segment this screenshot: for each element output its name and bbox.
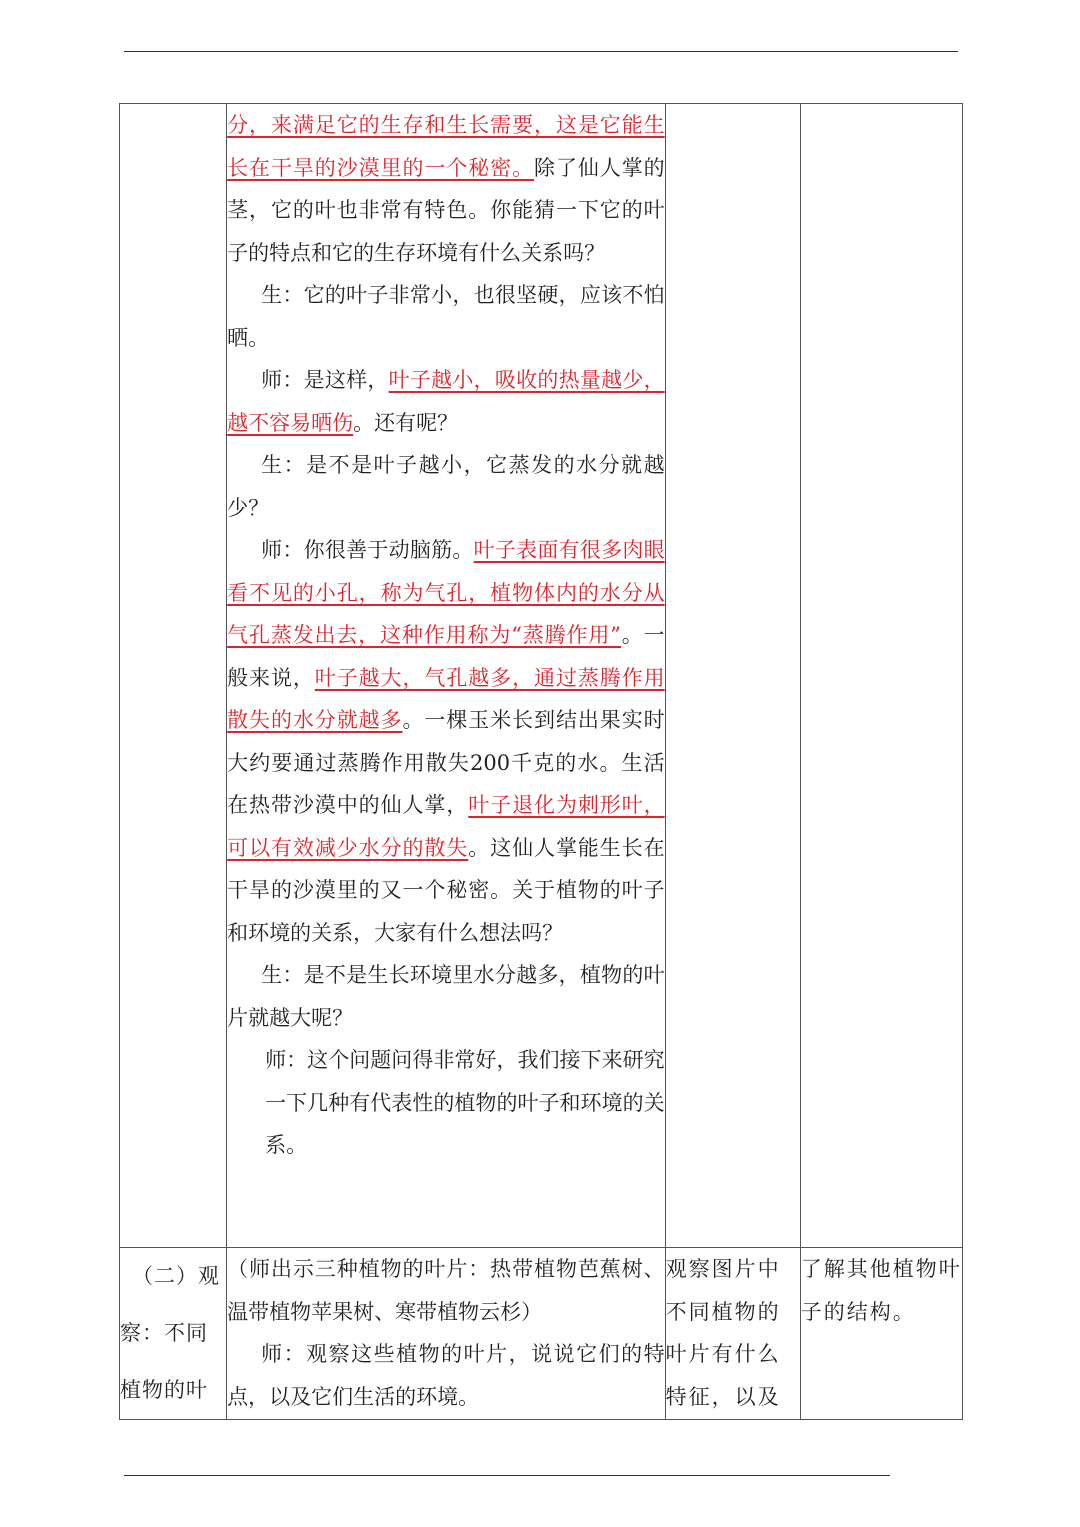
stage-cell [120, 104, 227, 1248]
text-segment: （师出示三种植物的叶片：热带植物芭蕉树、温带植物苹果树、寒带植物云杉） [227, 1257, 665, 1324]
text-segment: 生：是不是生长环境里水分越多，植物的叶片就越大呢？ [227, 963, 665, 1030]
stage-line: 察：不同 [120, 1321, 208, 1345]
student-activity-cell [665, 104, 800, 1248]
teaching-process-cell [227, 1248, 666, 1420]
paragraph [227, 444, 665, 529]
teaching-process-cell [227, 104, 666, 1248]
table-row [120, 1248, 963, 1420]
text-segment: 。一棵玉米长到结出果实时大约要通过蒸腾作用散失200千克的水。生活在热带沙漠中的仙人掌， [227, 708, 665, 817]
text-segment: 生：是不是叶子越小，它蒸发的水分就越少？ [227, 453, 665, 520]
paragraph [227, 104, 665, 274]
design-intent-cell: 了解其他植物叶子的结构。 [800, 1248, 962, 1420]
paragraph [227, 954, 665, 1039]
text-segment: 师：观察这些植物的叶片，说说它们的特点，以及它们生活的环境。 [227, 1342, 665, 1409]
text-segment: 师：这个问题问得非常好，我们接下来研究一下几种有代表性的植物的叶子和环境的关系。 [265, 1048, 665, 1157]
text-segment: 师：是这样， [261, 368, 389, 392]
text-segment: 。这仙人掌能生长在干旱的沙漠里的又一个秘密。关于植物的叶子和环境的关系，大家有什么想法吗？ [227, 835, 665, 945]
paragraph [227, 529, 665, 954]
table-row [120, 104, 963, 1248]
highlighted-text: 叶子越小，吸收的热量越少，越不容易晒伤 [227, 368, 665, 435]
highlighted-text: 分，来满足它的生存和生长需要，这是它能生长在干旱的沙漠里的一个秘密。 [227, 113, 665, 180]
highlighted-text: 叶子越大，气孔越多，通过蒸腾作用散失的水分就越多 [227, 665, 665, 732]
highlighted-text: 叶子表面有很多肉眼看不见的小孔，称为气孔，植物体内的水分从气孔蒸发出去，这种作用称为“蒸腾作用” [227, 538, 665, 647]
stage-cell [120, 1248, 227, 1420]
text-segment: 师：你很善于动脑筋。 [261, 538, 474, 562]
header-rule [124, 51, 958, 52]
lesson-table [119, 103, 963, 1420]
stage-line: 植物的叶 [120, 1378, 208, 1402]
text-segment: 。还有呢？ [353, 410, 459, 435]
highlighted-text: 叶子退化为刺形叶，可以有效减少水分的散失 [227, 793, 665, 860]
footer-rule [124, 1475, 890, 1476]
design-intent-cell [800, 104, 962, 1248]
text-segment: 生：它的叶子非常小，也很坚硬，应该不怕晒。 [227, 283, 665, 350]
stage-line: （二）观 [132, 1264, 220, 1288]
paragraph [227, 1248, 665, 1333]
text-segment: 。一般来说， [227, 623, 665, 690]
paragraph [227, 1039, 665, 1167]
text-segment: 除了仙人掌的茎，它的叶也非常有特色。你能猜一下它的叶子的特点和它的生存环境有什么关系吗？ [227, 155, 665, 265]
paragraph [227, 1333, 665, 1418]
student-activity-cell: 观察图片中不同植物的叶片有什么特征，以及 [665, 1248, 800, 1420]
paragraph [227, 359, 665, 444]
paragraph [227, 274, 665, 359]
